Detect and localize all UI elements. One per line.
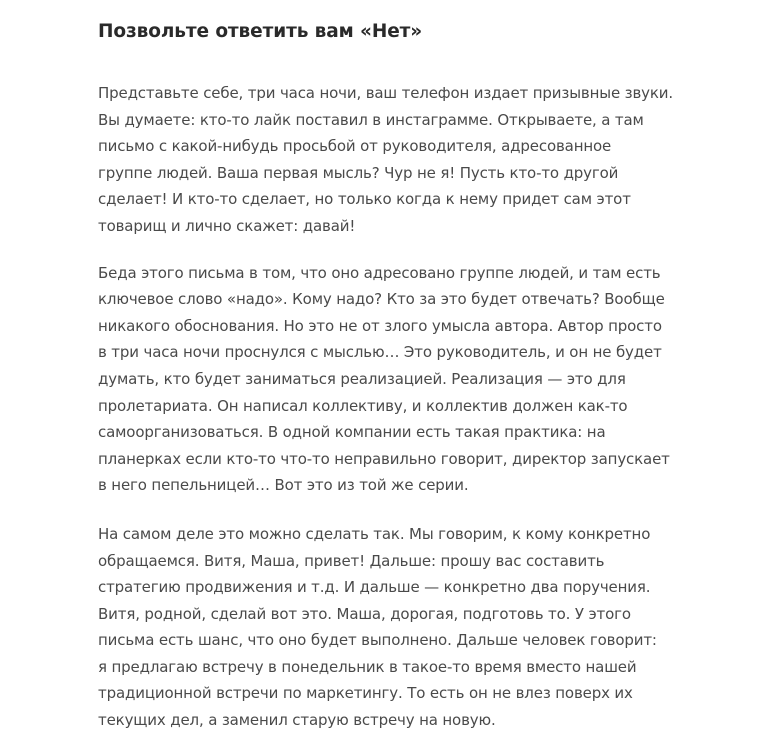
paragraph-line: сделает! И кто-то сделает, но только когда к нему придет сам этот [98,190,631,209]
paragraph-line: никакого обоснования. Но это не от злого умысла автора. Автор просто [98,316,662,335]
paragraph-line: думать, кто будет заниматься реализацией. Реализация — это для [98,369,626,388]
paragraph-3 [98,521,738,734]
paragraph-1 [98,80,738,240]
paragraph-line: пролетариата. Он написал коллективу, и коллектив должен как-то [98,396,628,415]
paragraph-line: Беда этого письма в том, что оно адресовано группе людей, и там есть [98,263,661,282]
paragraph-line: в три часа ночи проснулся с мыслью… Это руководитель, и он не будет [98,343,662,362]
paragraph-line: На самом деле это можно сделать так. Мы говорим, к кому конкретно [98,524,651,543]
paragraph-2 [98,260,738,499]
paragraph-line: в него пепельницей… Вот это из той же серии. [98,476,469,495]
paragraph-line: традиционной встречи по маркетингу. То есть он не влез поверх их [98,684,633,703]
paragraph-line: обращаемся. Витя, Маша, привет! Дальше: прошу вас составить [98,551,605,570]
paragraph-line: самоорганизоваться. В одной компании есть такая практика: на [98,423,606,442]
paragraph-line: товарищ и лично скажет: давай! [98,216,356,235]
paragraph-line: планерках если кто-то что-то неправильно говорит, директор запускает [98,449,670,468]
paragraph-line: Витя, родной, сделай вот это. Маша, дорогая, подготовь то. У этого [98,604,631,623]
paragraph-line: текущих дел, а заменил старую встречу на новую. [98,711,496,730]
paragraph-line: Представьте себе, три часа ночи, ваш телефон издает призывные звуки. [98,84,674,102]
article [98,18,738,734]
paragraph-line: стратегию продвижения и т.д. И дальше — конкретно два поручения. [98,578,651,597]
paragraph-line: я предлагаю встречу в понедельник в такое-то время вместо нашей [98,657,637,676]
paragraph-line: письма есть шанс, что оно будет выполнено. Дальше человек говорит: [98,631,657,650]
paragraph-line: Вы думаете: кто-то лайк поставил в инстаграмме. Открываете, а там [98,110,644,129]
paragraph-line: группе людей. Ваша первая мысль? Чур не я! Пусть кто-то другой [98,163,619,182]
paragraph-line: ключевое слово «надо». Кому надо? Кто за это будет отвечать? Вообще [98,290,665,309]
article-title: Позвольте ответить вам «Нет» [98,21,423,42]
paragraph-line: письмо с какой-нибудь просьбой от руководителя, адресованное [98,137,612,156]
